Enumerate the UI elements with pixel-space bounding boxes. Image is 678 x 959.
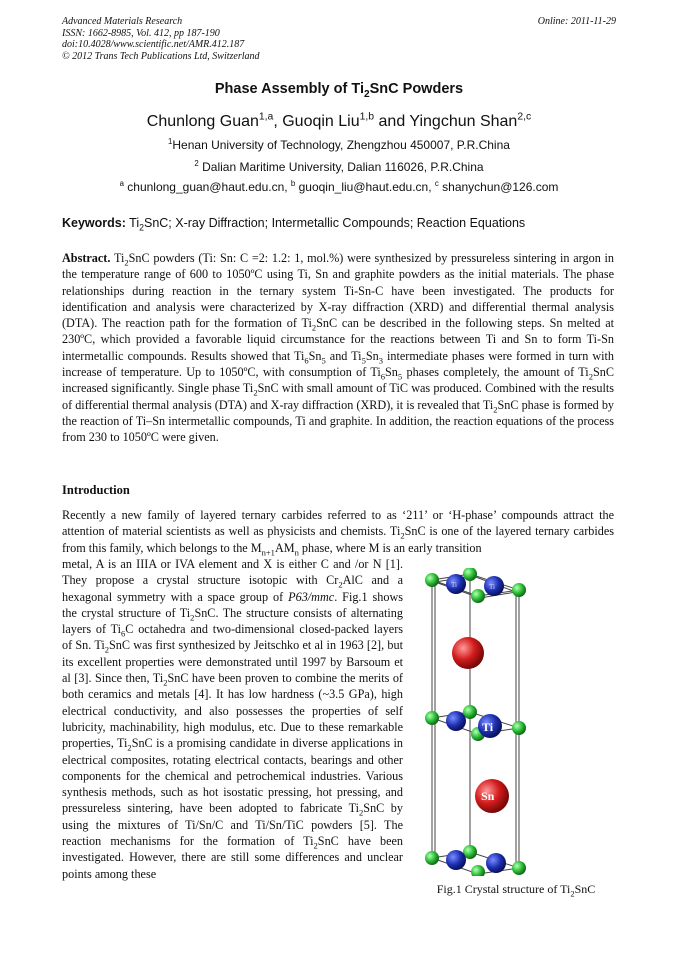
ti-label: Ti <box>482 720 494 734</box>
carbon-atom <box>512 583 526 597</box>
titanium-atom <box>446 850 466 870</box>
email-list: $^a$ chunlong_guan@haut.edu.cn, $^b$ guoqin_liu@haut.edu.cn, $^c$ shanychun@126.com <box>119 179 559 194</box>
titanium-atom <box>446 711 466 731</box>
affiliation: $^2$ Dalian Maritime University, Dalian 116026, P.R.China <box>194 159 484 174</box>
online-date: Online: 2011-11-29 <box>537 16 616 27</box>
tin-atom <box>452 637 484 669</box>
copyright: © 2012 Trans Tech Publications Ltd, Switzerland <box>62 50 260 62</box>
carbon-atom <box>425 573 439 587</box>
atom-label: Ti <box>489 583 495 591</box>
atom-label: Ti <box>451 581 457 589</box>
carbon-atom <box>471 865 485 876</box>
unit-cell-frame <box>432 574 519 874</box>
abstract-label: Abstract. <box>62 251 111 265</box>
doi: doi:10.4028/www.scientific.net/AMR.412.187 <box>62 39 245 50</box>
author-name: Yingchun Shan <box>409 113 518 130</box>
email-link[interactable]: chunlong_guan@haut.edu.cn, <box>127 180 288 194</box>
author-name: Guoqin Liu <box>282 113 360 130</box>
carbon-atom <box>463 568 477 581</box>
carbon-atom <box>471 589 485 603</box>
carbon-atom <box>512 861 526 875</box>
intro-paragraph-wrapped: metal, A is an IIIA or IVA element and X is either C and /or N [1]. They propose a crystal structure isotopic with $Cr_2AlC$ and a hexagonal symmetry with a space group of P63/mmc. Fig.1 shows the crystal structure of $Ti_2SnC$. The structure consists of alternating layers of $Ti_6C$ octahedra and two-dimensional closed-packed layers of Sn. $Ti_2SnC$ was first synthesized by Jeitschko et al in 1963 [2], but its excellent properties were demonstrated until 1997 by Barsoum et al [3]. Since then, $Ti_2SnC$ have been proven to combine the merits of both ceramics and metals [4]. It has low hardness (~3.5 GPa), high electrical conductivity, and also possesses the properties of self lubricity, machinability, high modulus, etc. Due to these remarkable properties, $Ti_2SnC$ is a promising candidate in diverse applications in electrical composites, rotating electrical contacts, bearings and other components for the chemical and petrochemical industries. Various synthesis methods, such as hot isostatic pressing, hot pressing, and pressureless sintering, have been adopted to fabricate $Ti_2SnC$ by using the mixtures of Ti/Sn/C and Ti/Sn/TiC powders [5]. The reaction mechanisms for the formation of $Ti_2SnC$ have been investigated. However, there are still some differences and unclear points among these <box>62 557 404 881</box>
journal-header <box>62 16 260 62</box>
intro-paragraph: Recently a new family of layered ternary carbides referred to as ‘211’ or ‘H-phase’ compounds attract the attention of material scientists as well as physicists and chemists. $Ti_2SnC$ is one of the layered ternary carbides from this family, which belongs to the $M_{n+1}AM_n$ phase, where M is an early transition <box>62 508 614 558</box>
sn-label: Sn <box>481 789 495 803</box>
titanium-atom <box>486 853 506 873</box>
email-link[interactable]: guoqin_liu@haut.edu.cn, <box>298 180 432 194</box>
crystal-structure-diagram <box>418 568 614 876</box>
crystal-structure-figure <box>418 568 614 876</box>
carbon-atom <box>425 711 439 725</box>
author-name: Chunlong Guan <box>146 113 259 130</box>
abstract: Abstract. $Ti_2SnC$ powders (Ti: Sn: C =2: 1.2: 1, mol.%) were synthesized by pressureless sintering in argon in the temperature range of 600 to 1050ºC using Ti, Sn and graphite powders as the initial materials. The phase relationships during reaction in the ternary system Ti-Sn-C have been investigated. The products for identification and analysis were characterized by X-ray diffraction (XRD) and differential thermal analysis (DTA). The reaction path for the formation of $Ti_2SnC$ can be described in the following steps. Sn melted at 230ºC, which provided a favorable liquid circumstance for the reactions between Ti and Sn to form Ti-Sn intermetallic compounds. Results showed that $Ti_6Sn_5$ and $Ti_5Sn_3$ intermediate phases were formed in turn with increase of temperature. Up to 1050ºC, with consumption of $Ti_6Sn_5$ phases completely, the amount of $Ti_2SnC$ increased significantly. Single phase $Ti_2SnC$ with small amount of TiC was produced. Combined with the results of differential thermal analysis (DTA) and X-ray diffraction (XRD), it is revealed that $Ti_2SnC$ phase is formed by the reaction of Ti–Sn intermetallic compounds, Ti and graphite. In addition, the reaction equations of the process from 230 to 1050ºC were given. <box>62 251 615 445</box>
email-link[interactable]: shanychun@126.com <box>442 180 559 194</box>
journal-name: Advanced Materials Research <box>62 16 183 27</box>
issn: ISSN: 1662-8985, Vol. 412, pp 187-190 <box>62 27 220 39</box>
author-list: Chunlong Guan$^{1,a}$, Guoqin Liu$^{1,b}$ and Yingchun Shan$^{2,c}$ <box>146 111 532 130</box>
carbon-atom <box>425 851 439 865</box>
carbon-atom <box>512 721 526 735</box>
keywords: Keywords: $Ti_2SnC$; X-ray Diffraction; Intermetallic Compounds; Reaction Equations <box>62 216 526 233</box>
affiliation: $^1$Henan University of Technology, Zhengzhou 450007, P.R.China <box>168 137 510 152</box>
section-heading: Introduction <box>62 483 130 497</box>
figure-caption: Fig.1 Crystal structure of $Ti_2SnC$ <box>436 882 596 899</box>
paper-title: Phase Assembly of $Ti_2SnC$ Powders <box>214 81 464 100</box>
